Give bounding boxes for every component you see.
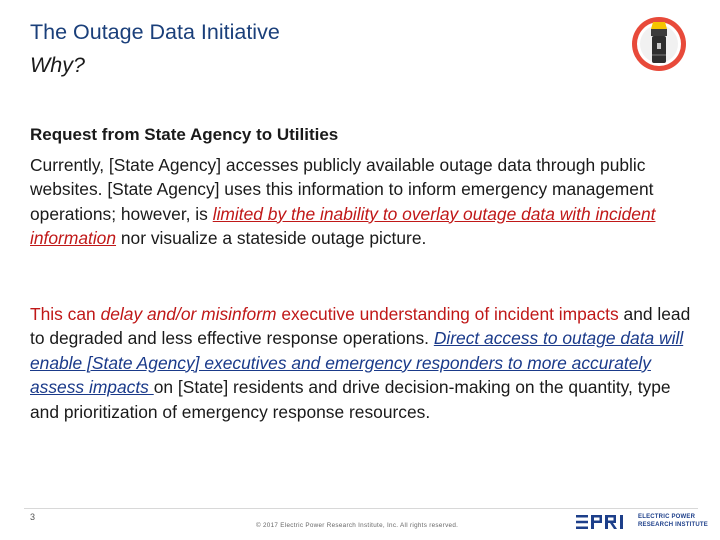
emphasis-direct-access: Direct access to outage data will enable [State Agency] executives and emergency responders to more accurately assess impacts [30,328,684,398]
footer-divider [24,508,698,509]
paragraph-text: on [State] residents and drive decision-making on the quantity, type and prioritization of emergency response resources. [30,377,671,422]
paragraph-text: nor visualize a stateside outage picture. [116,228,427,249]
epri-logo-text [638,514,708,529]
paragraph-text: and lead to degraded and less effective response operations. [30,304,691,349]
emphasis-limitation: limited by the inability to overlay outage data with incident information [30,203,656,249]
slide-subtitle: Why? [30,53,85,77]
flashlight-icon [631,16,687,72]
epri-logo [576,514,632,530]
paragraph-impact [30,302,702,424]
page-number: 3 [30,512,36,522]
logo-line1: ELECTRIC POWER [638,514,696,520]
logo-line2: RESEARCH INSTITUTE [638,521,708,528]
paragraph-request [30,153,702,251]
paragraph-text: This can [30,304,101,324]
paragraph-text: Currently, [State Agency] accesses publicly available outage data through public websites. [State Agency] uses this information to inform emergency management operations; however, is [30,155,654,224]
slide-title: The Outage Data Initiative [30,20,280,44]
emphasis-delay: delay and/or misinform [100,304,277,324]
paragraph-text: executive understanding of incident impacts [276,304,619,324]
copyright-notice: © 2017 Electric Power Research Institute, Inc. All rights reserved. [256,522,459,529]
section-heading: Request from State Agency to Utilities [30,125,339,144]
